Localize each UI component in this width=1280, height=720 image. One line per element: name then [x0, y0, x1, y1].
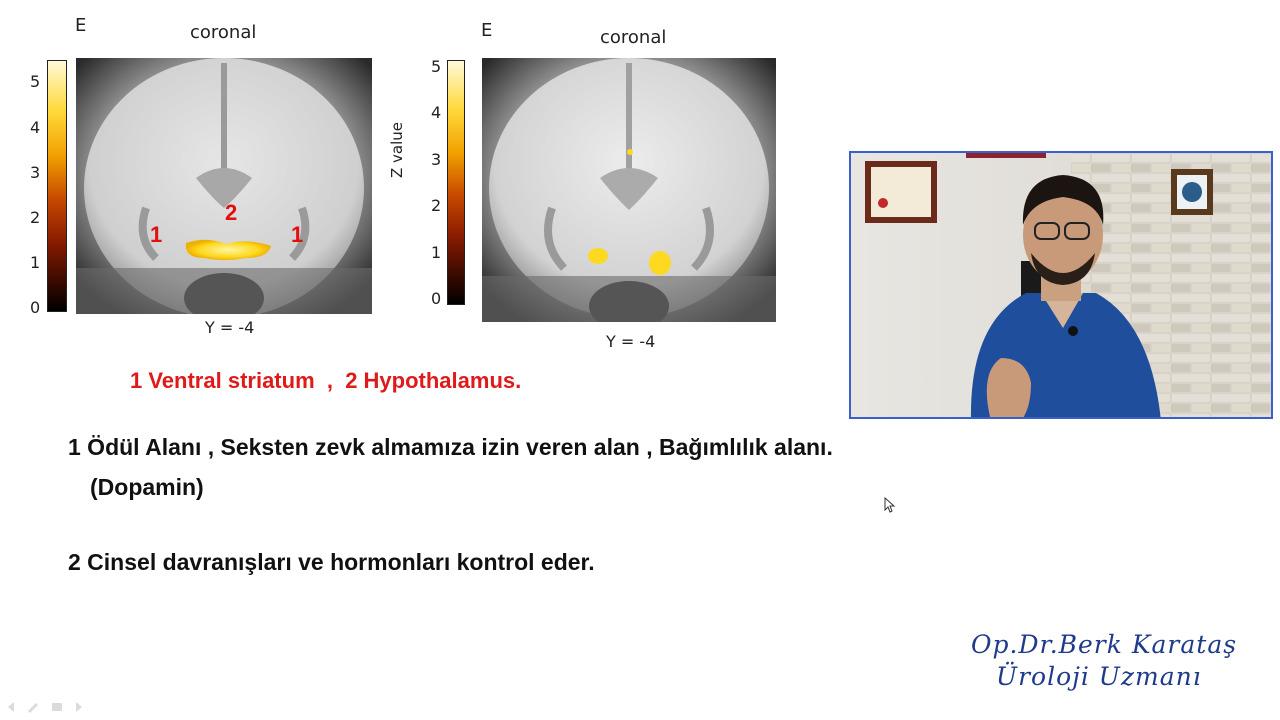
panel-title: coronal	[600, 27, 667, 48]
signature-title: Üroloji Uzmanı	[996, 662, 1202, 691]
tick-label: 4	[431, 103, 442, 122]
tick-label: 3	[431, 150, 442, 169]
tick-label: 0	[431, 289, 442, 308]
body-line-2: 2 Cinsel davranışları ve hormonları kontrol eder.	[68, 549, 595, 575]
panel-letter: E	[75, 15, 87, 36]
tick-label: 0	[30, 298, 41, 317]
caption-regions: 1 Ventral striatum , 2 Hypothalamus.	[130, 368, 522, 393]
colorbar-axis-title: Z value	[388, 121, 406, 178]
slide-nav-icons[interactable]	[6, 700, 86, 719]
slice-coordinate: Y = -4	[606, 332, 656, 351]
brain-scan-image	[482, 58, 776, 322]
tick-label: 5	[30, 72, 41, 91]
tick-label: 1	[30, 253, 41, 272]
tick-label: 2	[431, 196, 442, 215]
signature-name: Op.Dr.Berk Karataş	[971, 630, 1238, 659]
colorbar	[47, 60, 67, 312]
cursor-icon	[884, 497, 896, 518]
brain-scan-image	[76, 58, 372, 314]
presenter-video	[851, 153, 1273, 419]
tick-label: 1	[431, 243, 442, 262]
slice-coordinate: Y = -4	[205, 318, 255, 337]
region-label-hypothalamus: 2	[225, 200, 238, 225]
region-label-striatum-left: 1	[150, 222, 163, 247]
tick-label: 4	[30, 118, 41, 137]
webcam-overlay	[849, 151, 1273, 419]
body-line-1-continuation: (Dopamin)	[90, 474, 204, 500]
colorbar	[447, 60, 465, 305]
tick-label: 2	[30, 208, 41, 227]
body-line-1: 1 Ödül Alanı , Seksten zevk almamıza izin veren alan , Bağımlılık alanı.	[68, 434, 833, 460]
tick-label: 5	[431, 57, 442, 76]
tick-label: 3	[30, 163, 41, 182]
region-label-striatum-right: 1	[291, 222, 304, 247]
panel-letter: E	[481, 20, 493, 41]
panel-title: coronal	[190, 22, 257, 43]
